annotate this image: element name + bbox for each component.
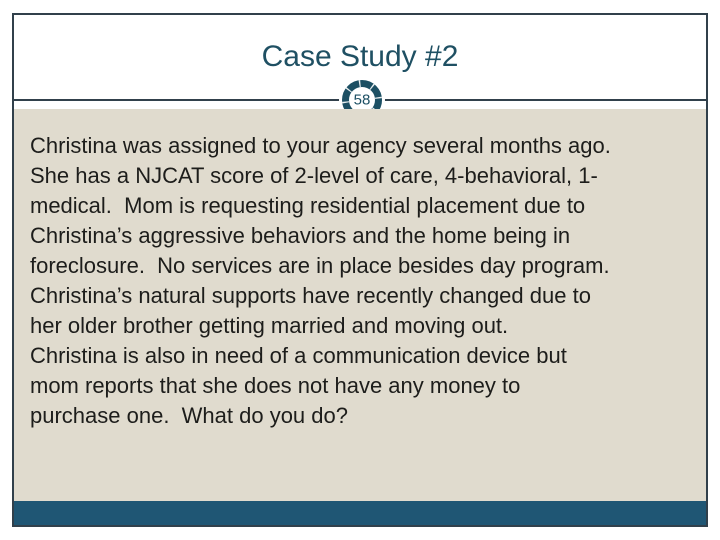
slide-title: Case Study #2 <box>261 40 459 73</box>
body-panel <box>14 109 706 501</box>
footer-accent-bar <box>14 501 706 525</box>
body-line: purchase one. What do you do? <box>30 403 348 428</box>
body-line: Christina’s aggressive behaviors and the home being in <box>30 223 571 248</box>
body-line: Christina’s natural supports have recently changed due to <box>30 283 591 308</box>
slide-number: 58 <box>353 91 371 109</box>
slide <box>12 13 708 527</box>
body-line: Christina is also in need of a communication device but <box>30 343 567 368</box>
body-line: her older brother getting married and moving out. <box>30 313 509 338</box>
body-line: Christina was assigned to your agency several months ago. <box>30 133 611 158</box>
body-line: medical. Mom is requesting residential placement due to <box>30 193 586 218</box>
body-line: foreclosure. No services are in place besides day program. <box>30 253 610 278</box>
body-line: mom reports that she does not have any money to <box>30 373 521 398</box>
body-line: She has a NJCAT score of 2-level of care, 4-behavioral, 1- <box>30 163 598 188</box>
